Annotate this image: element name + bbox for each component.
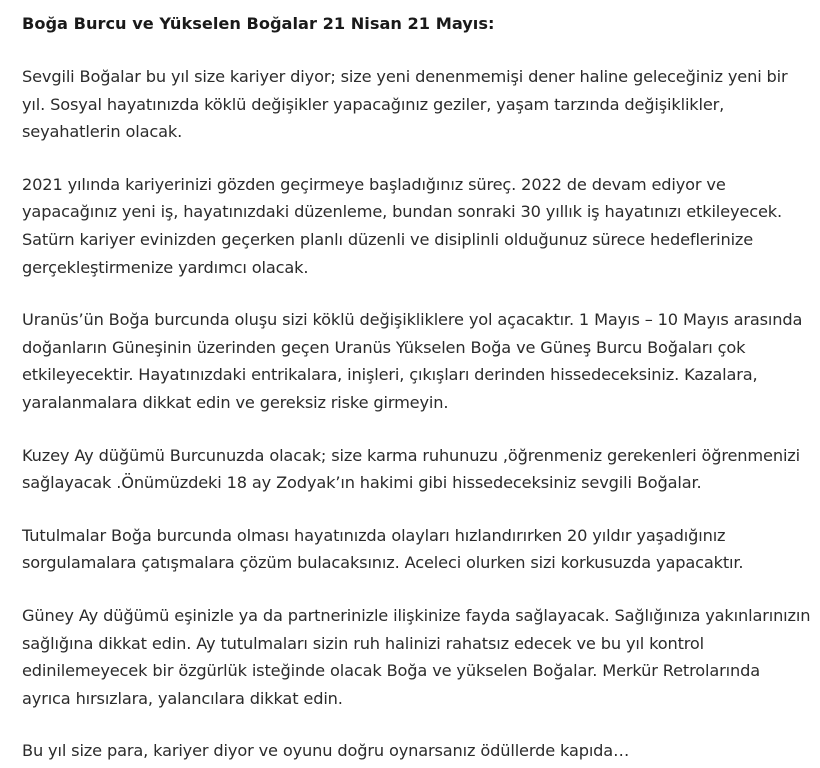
paragraph-eclipses: Tutulmalar Boğa burcunda olması hayatınızda olayları hızlandırırken 20 yıldır yaşadığınız sorgulamalara çatışmalara çözüm bulacaksınız. Aceleci olurken sizi korkusuzda yapacaktır. (22, 525, 744, 573)
paragraph-south-node: Güney Ay düğümü eşinizle ya da partnerinizle ilişkinize fayda sağlayacak. Sağlığınıza yakınlarınızın sağlığına dikkat edin. Ay tutulmaları sizin ruh halinizi rahatsız edecek ve bu yıl kontrol edinilemeyecek bir özgürlük isteğinde olacak Boğa ve yükselen Boğalar. Merkür Retrolarında ayrıca hırsızlara, yalancılara dikkat edin. (22, 605, 811, 708)
paragraph-uranus: Uranüs’ün Boğa burcunda oluşu sizi köklü değişikliklere yol açacaktır. 1 Mayıs – 10 Mayıs arasında doğanların Güneşinin üzerinden geçen Uranüs Yükselen Boğa ve Güneş Burcu Boğaları çok etkileyecektir. Hayatınızdaki entrikalara, inişleri, çıkışları derinden hissedeceksiniz. Kazalara, yaralanmalara dikkat edin ve gereksiz riske girmeyin. (22, 310, 803, 412)
paragraph-career-2021: 2021 yılında kariyerinizi gözden geçirmeye başladığınız süreç. 2022 de devam ediyor ve yapacağınız yeni iş, hayatınızdaki düzenleme, bundan sonraki 30 yıllık iş hayatınızı etkileyecek. Satürn kariyer evinizden geçerken planlı düzenli ve disiplinli olduğunuz sürece hedeflerinize gerçekleştirmenize yardımcı olacak. (22, 174, 782, 277)
article-heading: Boğa Burcu ve Yükselen Boğalar 21 Nisan 21 Mayıs: (22, 14, 495, 33)
paragraph-career-intro: Sevgili Boğalar bu yıl size kariyer diyor; size yeni denenmemişi dener haline geleceğiniz yeni bir yıl. Sosyal hayatınızda köklü değişikler yapacağınız geziler, yaşam tarzında değişiklikler, seyahatlerin olacak. (22, 67, 788, 142)
paragraph-north-node: Kuzey Ay düğümü Burcunuzda olacak; size karma ruhunuzu ,öğrenmeniz gerekenleri öğrenmenizi sağlayacak .Önümüzdeki 18 ay Zodyak’ın hakimi gibi hissedeceksiniz sevgili Boğalar. (22, 445, 800, 493)
paragraph-closing: Bu yıl size para, kariyer diyor ve oyunu doğru oynarsanız ödüllerde kapıda… (22, 741, 630, 761)
